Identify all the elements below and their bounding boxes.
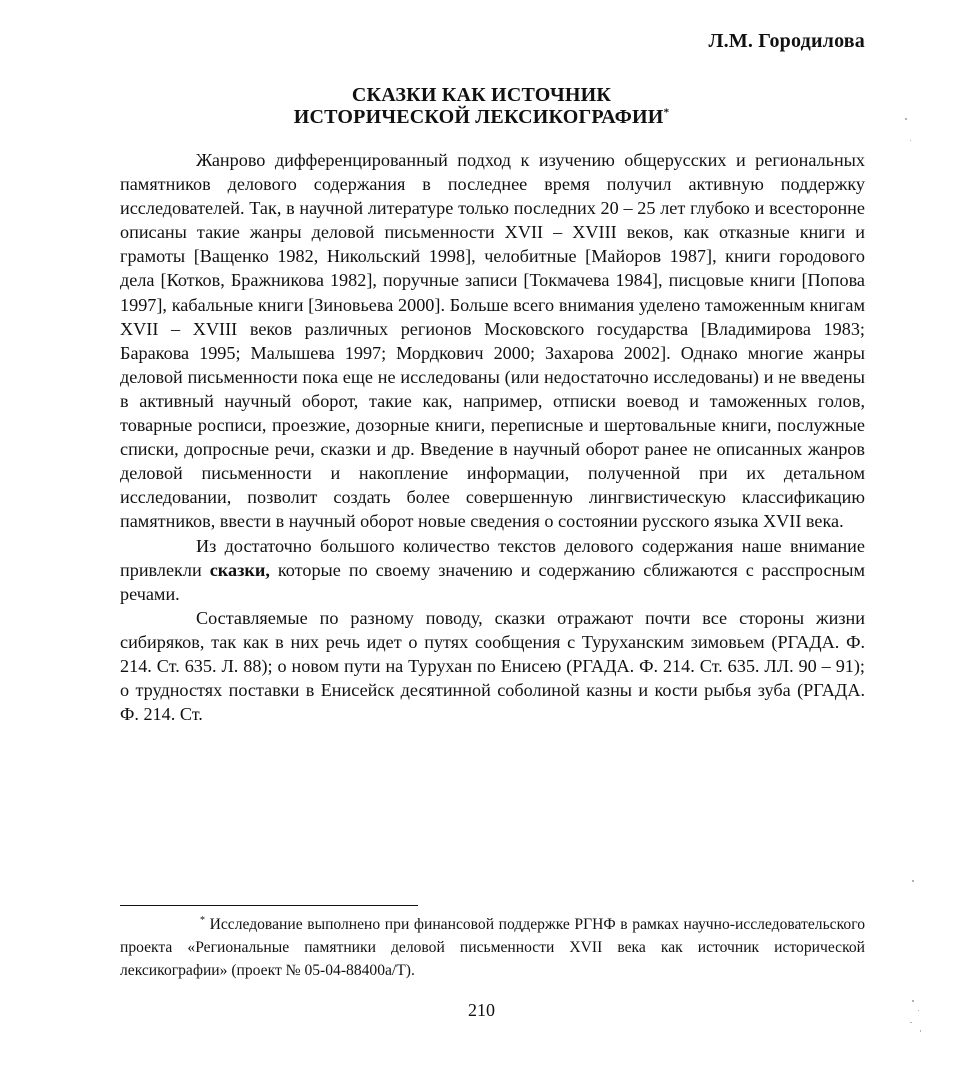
paragraph-2-start: Из достаточно большого количество текстов делового содержания наше внимание привлекли xyxy=(120,535,865,580)
article-title xyxy=(0,84,963,128)
author-name: Л.М. Городилова xyxy=(708,30,865,52)
footnote xyxy=(120,913,865,982)
title-line-2-text: ИСТОРИЧЕСКОЙ ЛЕКСИКОГРАФИИ xyxy=(293,106,664,128)
scan-speckle xyxy=(912,1000,914,1002)
title-footnote-mark: * xyxy=(663,106,670,119)
scan-speckle xyxy=(912,880,914,882)
page-number: 210 xyxy=(468,1000,495,1020)
paragraph-2-bold-term: сказки, xyxy=(209,559,270,580)
paragraph-2-end: которые по своему значению и содержанию сближаются с расспросным речами. xyxy=(120,559,865,604)
title-line-1: СКАЗКИ КАК ИСТОЧНИК xyxy=(351,84,612,106)
footnote-divider xyxy=(120,905,418,906)
scan-speckle xyxy=(920,1030,921,1032)
paragraph-3: Составляемые по разному поводу, сказки отражают почти все стороны жизни сибиряков, так как в них речь идет о путях сообщения с Туруханским зимовьем (РГАДА. Ф. 214. Ст. 635. Л. 88); о новом пути на Турухан по Енисею (РГАДА. Ф. 214. Ст. 635. ЛЛ. 90 – 91); о трудностях поставки в Енисейск десятинной соболиной казны и кости рыбья зуба (РГАДА. Ф. 214. Ст. xyxy=(120,607,865,725)
footnote-text: Исследование выполнено при финансовой поддержке РГНФ в рамках научно-исследовательского проекта «Региональные памятники деловой письменности XVII века как источник исторической лексикографии» (проект № 05-04-88400а/Т). xyxy=(120,916,865,979)
scan-speckle xyxy=(910,1022,912,1023)
footnote-mark: * xyxy=(200,914,205,926)
article-body xyxy=(120,148,865,726)
scan-speckle xyxy=(905,118,907,120)
paragraph-1: Жанрово дифференцированный подход к изучению общерусских и региональных памятников делового содержания в последнее время получил активную поддержку исследователей. Так, в научной литературе только последних 20 – 25 лет глубоко и всесторонне описаны такие жанры деловой письменности XVII – XVIII веков, как отказные книги и грамоты [Ващенко 1982, Никольский 1998], челобитные [Майоров 1987], книги городового дела [Котков, Бражникова 1982], поручные записи [Токмачева 1984], писцовые книги [Попова 1997], кабальные книги [Зиновьева 2000]. Больше всего внимания уделено таможенным книгам XVII – XVIII веков различных регионов Московского государства [Владимирова 1983; Баракова 1995; Малышева 1997; Мордкович 2000; Захарова 2002]. Однако многие жанры деловой письменности пока еще не исследованы (или недостаточно исследованы) и не введены в активный научный оборот, такие как, например, отписки воевод и таможенных голов, товарные росписи, проезжие, дозорные книги, переписные и шертовальные книги, послужные списки, допросные речи, сказки и др. Введение в научный оборот ранее не описанных жанров деловой письменности и накопление информации, полученной при их детальном исследовании, позволит создать более совершенную лингвистическую классификацию памятников, ввести в научный оборот новые сведения о состоянии русского языка XVII века. xyxy=(120,150,865,532)
scan-speckle xyxy=(910,140,911,141)
title-line-2 xyxy=(0,106,963,128)
paragraph-2 xyxy=(120,534,865,606)
scan-speckle xyxy=(918,1010,919,1011)
